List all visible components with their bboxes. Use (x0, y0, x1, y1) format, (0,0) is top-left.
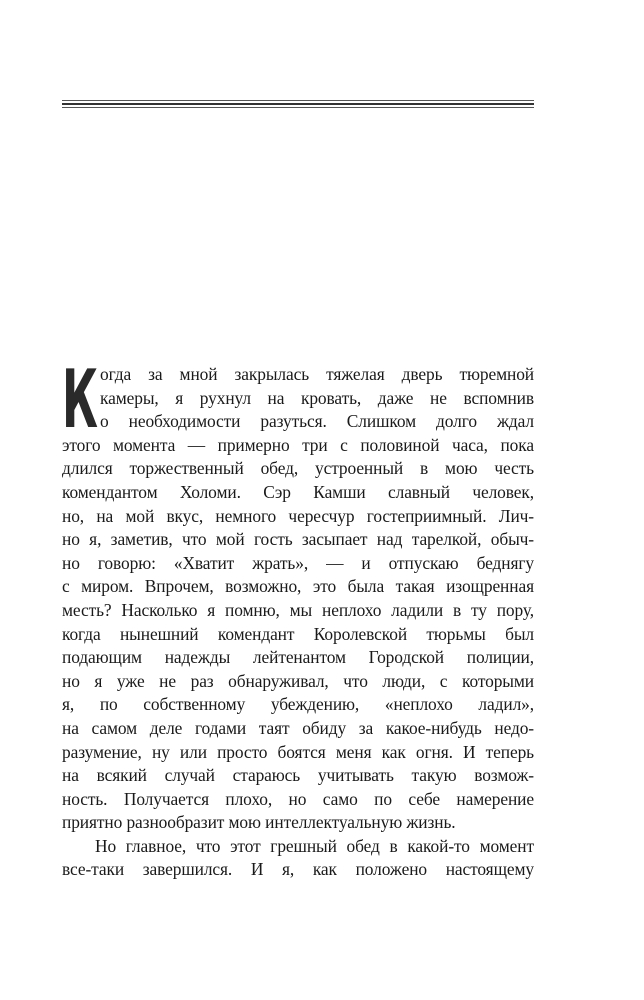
text-line: подающим надежды лейтенантом Городской полиции, (62, 647, 534, 668)
text-line: но говорю: «Хватит жрать», — и отпускаю беднягу (62, 552, 534, 573)
text-line: месть? Насколько я помню, мы неплохо ладили в ту пору, (62, 599, 534, 620)
text-line: о необходимости разуться. Слишком долго ждал (100, 411, 534, 432)
text-line: на самом деле годами таят обиду за какое-нибудь недо- (62, 717, 534, 738)
text-line: приятно разнообразит мою интеллектуальную жизнь. (62, 812, 456, 833)
text-line: все-таки завершился. И я, как положено настоящему (62, 859, 534, 880)
text-line: этого момента — примерно три с половиной часа, пока (62, 434, 534, 455)
text-line: с миром. Впрочем, возможно, это была такая изощренная (62, 576, 534, 597)
text-line: Но главное, что этот грешный обед в какой-то момент (95, 835, 534, 856)
text-line: но я уже не раз обнаруживал, что люди, с которыми (62, 670, 534, 691)
header-rule-bottom (62, 107, 534, 108)
text-line: ность. Получается плохо, но само по себе намерение (62, 788, 534, 809)
text-line: я, по собственному убеждению, «неплохо ладил», (62, 694, 534, 715)
text-line: комендантом Холоми. Сэр Камши славный человек, (62, 481, 534, 502)
text-line: длился торжественный обед, устроенный в мою честь (62, 458, 534, 479)
text-line: на всякий случай стараюсь учитывать такую возмож- (62, 765, 534, 786)
text-line: когда нынешний комендант Королевской тюрьмы был (62, 623, 534, 644)
header-rule-top (62, 100, 534, 101)
text-line: разумение, ну или просто боятся меня как огня. И теперь (62, 741, 534, 762)
header-rule-middle (62, 103, 534, 105)
body-text (62, 353, 534, 882)
text-line: но я, заметив, что мой гость засыпает над тарелкой, обыч- (62, 529, 534, 550)
text-line: камеры, я рухнул на кровать, даже не вспомнив (100, 387, 534, 408)
drop-cap-letter: К (62, 353, 98, 446)
text-line: огда за мной закрылась тяжелая дверь тюремной (100, 364, 534, 384)
text-line: но, на мой вкус, немного чересчур гостеприимный. Лич- (62, 505, 534, 526)
